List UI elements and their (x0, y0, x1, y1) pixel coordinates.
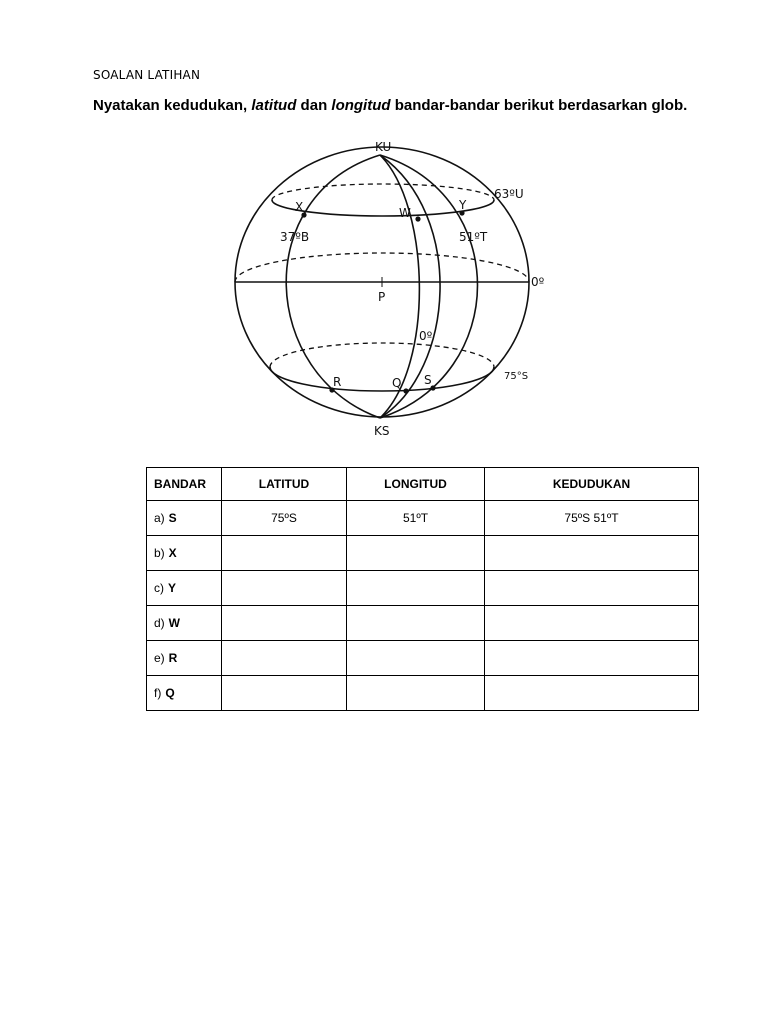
latitude-75s-back (270, 343, 494, 367)
answer-table (146, 467, 699, 711)
bandar-cell (147, 606, 222, 641)
kedudukan-cell[interactable] (485, 606, 699, 641)
label-latitude-75s: 75°S (504, 371, 529, 382)
label-point-y: Y (459, 198, 467, 212)
row-city: R (168, 651, 178, 665)
table-row (147, 676, 699, 711)
kedudukan-cell[interactable] (485, 676, 699, 711)
table-header-row (147, 468, 699, 501)
bandar-cell (147, 501, 222, 536)
latitude-75s-front (270, 367, 494, 391)
row-prefix: d) (154, 616, 165, 630)
question-part-2: dan (296, 97, 332, 114)
label-north-pole: KU (375, 140, 392, 154)
question-italic-longitud: longitud (331, 97, 391, 114)
longitud-cell[interactable] (347, 571, 485, 606)
table-row (147, 641, 699, 676)
header-longitud: LONGITUD (347, 468, 485, 501)
row-city: W (168, 616, 180, 630)
row-prefix: a) (154, 511, 165, 525)
table-row (147, 571, 699, 606)
bandar-cell (147, 536, 222, 571)
label-point-r: R (333, 375, 342, 389)
row-city: Q (165, 686, 175, 700)
row-city: S (168, 511, 177, 525)
longitud-cell[interactable] (347, 606, 485, 641)
kedudukan-cell[interactable]: 75ºS 51ºT (485, 501, 699, 536)
globe-diagram (225, 135, 555, 445)
latitud-cell[interactable] (222, 606, 347, 641)
kedudukan-cell[interactable] (485, 536, 699, 571)
latitud-cell[interactable] (222, 676, 347, 711)
label-point-x: X (295, 200, 304, 214)
bandar-cell (147, 571, 222, 606)
point-q-marker (403, 388, 408, 393)
worksheet-heading: SOALAN LATIHAN (93, 68, 201, 82)
row-prefix: e) (154, 651, 165, 665)
longitud-cell[interactable]: 51ºT (347, 501, 485, 536)
question-italic-latitud: latitud (251, 97, 297, 114)
point-w-marker (415, 216, 420, 221)
row-prefix: c) (154, 581, 164, 595)
row-city: X (168, 546, 177, 560)
table-row (147, 606, 699, 641)
bandar-cell (147, 641, 222, 676)
row-city: Y (168, 581, 177, 595)
label-point-s: S (424, 373, 432, 387)
table-row (147, 501, 699, 536)
label-south-pole: KS (374, 424, 390, 438)
longitud-cell[interactable] (347, 536, 485, 571)
header-bandar: BANDAR (147, 468, 222, 501)
header-kedudukan: KEDUDUKAN (485, 468, 699, 501)
bandar-cell (147, 676, 222, 711)
question-text (93, 97, 687, 114)
kedudukan-cell[interactable] (485, 571, 699, 606)
latitud-cell[interactable] (222, 571, 347, 606)
label-longitude-51t: 51ºT (459, 230, 488, 244)
table-row (147, 536, 699, 571)
latitud-cell[interactable] (222, 641, 347, 676)
label-latitude-63u: 63ºU (494, 187, 524, 201)
label-equator: 0º (531, 275, 545, 289)
row-prefix: f) (154, 686, 162, 700)
latitud-cell[interactable] (222, 536, 347, 571)
label-meridian-0: 0º (419, 329, 433, 343)
label-longitude-37b: 37ºB (280, 230, 310, 244)
label-center-p: P (378, 290, 386, 304)
question-part-1: Nyatakan kedudukan, (93, 97, 252, 114)
question-part-3: bandar-bandar berikut berdasarkan glob. (390, 97, 688, 114)
label-point-q: Q (392, 376, 402, 390)
label-point-w: W (399, 206, 411, 220)
row-prefix: b) (154, 546, 165, 560)
kedudukan-cell[interactable] (485, 641, 699, 676)
latitud-cell[interactable]: 75ºS (222, 501, 347, 536)
longitud-cell[interactable] (347, 641, 485, 676)
longitud-cell[interactable] (347, 676, 485, 711)
header-latitud: LATITUD (222, 468, 347, 501)
